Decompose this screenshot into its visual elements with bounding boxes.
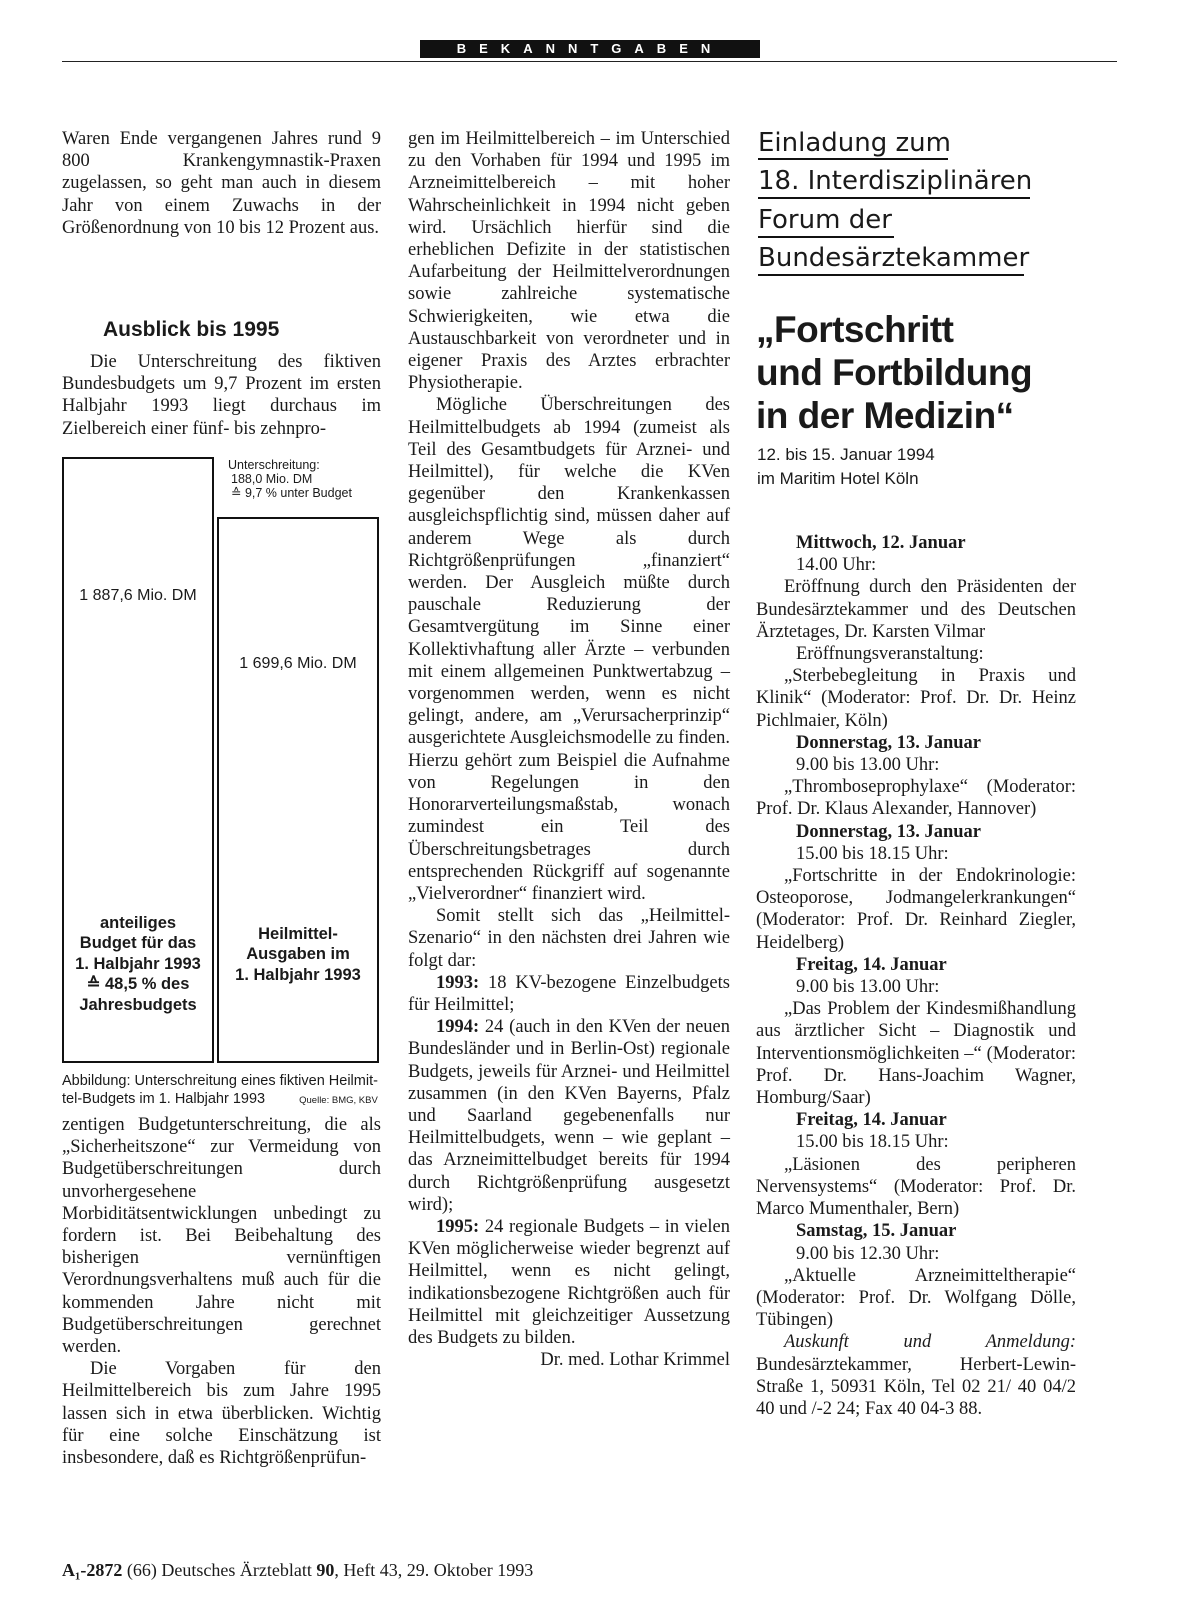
contact-label: Auskunft und Anmeldung: (784, 1332, 1076, 1353)
issue-prefix: (66) Deutsches Ärzteblatt (122, 1560, 317, 1580)
budget-chart (60, 455, 385, 1065)
bar-budget-caption-line: anteiliges (99, 913, 177, 932)
program-text: „Aktuelle Arzneimitteltherapie“ (Moderator: Prof. Dr. Wolfgang Dölle, Tübingen) (756, 1265, 1076, 1331)
scenario-1994 (408, 1016, 730, 1216)
col1-para-before-chart-text: Die Unterschreitung des fiktiven Bundesbudgets um 9,7 Prozent im ersten Halbjahr 1993 liegt durchaus im Zielbereich einer fünf- bis zehnpro- (62, 352, 381, 439)
chart-caption (62, 1072, 387, 1110)
program-day: Freitag, 14. Januar (796, 954, 947, 975)
subheading: Ausblick bis 1995 (103, 318, 280, 341)
scenario-text: 24 regionale Budgets – in vielen KVen möglicherweise wieder begrenzt auf Heilmittel, wenn es nicht gelingt, indikationsbezogene Richtgrößen auch für Heilmittel mit gleichzeitiger Aussetzung des Budgets zu bilden. (408, 1216, 730, 1348)
chart-caption-line: Abbildung: Unterschreitung eines fiktiven Heilmit- (62, 1073, 378, 1089)
chart-annotation-line: Unterschreitung: (228, 458, 320, 472)
author: Dr. med. Lothar Krimmel (540, 1350, 730, 1371)
program-day: Donnerstag, 13. Januar (796, 732, 982, 753)
program-text: Eröffnung durch den Präsidenten der Bundesärztekammer und des Deutschen Ärztetages, Dr. Karsten Vilmar (756, 577, 1076, 642)
program-item (756, 643, 1076, 732)
col1-para-after-chart-text: zentigen Budgetunterschreitung, die als „Sicherheitszone“ zur Vermeidung von Budgetüberschreitungen durch unvorhergesehene Morbiditätsentwicklungen unbedingt zu fordern ist. Bei Beibehaltung des bisherigen vernünftigen Verordnungsverhaltens muß auch für die kommenden Jahre nicht mit Budgetüberschreitungen gerechnet werden. (62, 1115, 381, 1358)
col1-top-paragraph (62, 128, 381, 239)
headline-line: in der Medizin“ (756, 395, 1014, 436)
volume-number: 90 (316, 1560, 335, 1580)
year-label: 1994: (436, 1017, 480, 1038)
scenario-text: 24 (auch in den KVen der neuen Bundesländer und in Berlin-Ost) regionale Budgets, jeweils für Arznei- und Heilmittel zusammen (in den KVen Bayerns, Pfalz und Saarland gegebenenfalls nur Heilmittelbudgets, wenn – wie geplant – das Arzneimittelbudget bereits für 1994 durch Richtgrößenprüfung ausgesetzt wird); (408, 1017, 730, 1215)
col1-para-before-chart (62, 351, 381, 440)
invitation-line: 18. Interdisziplinären (758, 166, 1033, 196)
bar-budget-caption-line: Jahresbudgets (79, 995, 197, 1014)
bar-budget-caption (64, 913, 212, 1016)
program-time: 9.00 bis 13.00 Uhr: (796, 977, 940, 998)
header-rule (62, 61, 1117, 62)
year-label: 1993: (436, 972, 480, 993)
program-time: 14.00 Uhr: (796, 555, 877, 576)
event-date-line: 12. bis 15. Januar 1994 (757, 445, 935, 464)
invitation-rule (758, 274, 1024, 276)
program-day: Donnerstag, 13. Januar (796, 821, 982, 842)
event-headline (756, 308, 1086, 437)
program-time: Eröffnungsveranstaltung: (796, 644, 984, 665)
scenario-1995 (408, 1216, 730, 1349)
invitation-rule (758, 197, 1030, 199)
col1-top-text: Waren Ende vergangenen Jahres rund 9 800 Krankengymnastik-Praxen zugelassen, so geht man auch in diesem Jahr von einem Zuwachs in der Größenordnung von 10 bis 12 Prozent aus. (62, 129, 381, 238)
year-label: 1995: (436, 1216, 480, 1237)
bar-expenditure-caption-line: Heilmittel- (258, 924, 338, 943)
program-time: 15.00 bis 18.15 Uhr: (796, 1132, 949, 1153)
invitation-rule (758, 158, 948, 160)
program-day: Samstag, 15. Januar (796, 1221, 957, 1242)
headline-line: und Fortbildung (756, 352, 1033, 393)
program-text: „Fortschritte in der Endokrinologie: Osteoporose, Jodmangelerkrankungen“ (Moderator: Prof. Dr. Reinhard Ziegler, Heidelberg) (756, 866, 1076, 953)
program-day: Freitag, 14. Januar (796, 1110, 947, 1131)
issue-suffix: , Heft 43, 29. Oktober 1993 (334, 1560, 534, 1580)
program-item (756, 732, 1076, 821)
bar-expenditure-caption-line: 1. Halbjahr 1993 (235, 965, 361, 984)
program-item (756, 532, 1076, 643)
chart-annotation-line: 188,0 Mio. DM (231, 472, 313, 486)
program-time: 9.00 bis 12.30 Uhr: (796, 1243, 940, 1264)
invitation-rule (758, 236, 894, 238)
section-tag: BEKANNTGABEN (420, 40, 760, 58)
invitation-line: Bundesärztekammer (758, 243, 1030, 273)
bar-expenditure-caption-line: Ausgaben im (246, 945, 350, 963)
bar-expenditure-value-label: 1 699,6 Mio. DM (239, 655, 357, 672)
invitation-line: Forum der (758, 205, 892, 235)
bar-budget-caption-line: Budget für das (79, 934, 197, 952)
program-item (756, 1109, 1076, 1220)
col1-last-paragraph: Die Vorgaben für den Heilmittelbereich bis zum Jahre 1995 lassen sich in etwa überblicken. Wichtig für eine solche Einschätzung ist insbesondere, daß es Richtgrößenprüfun- (62, 1359, 381, 1469)
col1-para-after-chart (62, 1114, 381, 1469)
program-item (756, 1220, 1076, 1331)
page-reference: A₁-2872 (62, 1560, 123, 1580)
program-text: „Das Problem der Kindesmißhandlung aus ärztlicher Sicht – Diagnostik und Interventionsmöglichkeiten –“ (Moderator: Prof. Dr. Hans-Joachim Wagner, Homburg/Saar) (756, 999, 1076, 1109)
program-time: 15.00 bis 18.15 Uhr: (796, 843, 949, 864)
bar-budget-caption-line: 1. Halbjahr 1993 (75, 954, 201, 973)
program-text: „Läsionen des peripheren Nervensystems“ (Moderator: Prof. Dr. Marco Mumenthaler, Bern) (756, 1154, 1076, 1220)
chart-caption-line: tel-Budgets im 1. Halbjahr 1993 (62, 1091, 266, 1107)
page-footer (62, 1560, 533, 1581)
program-text: „Sterbebegleitung in Praxis und Klinik“ (Moderator: Prof. Dr. Dr. Heinz Pichlmaier, Köln) (756, 666, 1076, 731)
event-program (756, 532, 1076, 1420)
bar-budget-caption-line: ≙ 48,5 % des (86, 975, 190, 993)
bar-expenditure-caption (219, 924, 377, 986)
contact-text: Bundesärztekammer, Herbert-Lewin-Straße 1, 50931 Köln, Tel 02 21/ 40 04/2 40 und /-2 24; Fax 40 04-3 88. (756, 1354, 1076, 1419)
contact-info (756, 1331, 1076, 1420)
col2-paragraph: gen im Heilmittelbereich – im Unterschied zu den Vorhaben für 1994 und 1995 im Arzneimittelbereich – mit hoher Wahrscheinlichkeit in 1994 nicht geben wird. Ursächlich hierfür sind die erheblichen Defizite in der statistischen Aufarbeitung der Heilmittelverordnungen sowie zahlreiche systematische Schwierigkeiten, wie etwa die Austauschbarkeit von verordneter und in eigener Praxis des Arztes erbrachter Physiotherapie. (408, 129, 730, 394)
scenario-text: 18 KV-bezogene Einzelbudgets für Heilmittel; (408, 972, 730, 1015)
headline-line: „Fortschritt (756, 309, 954, 350)
col2-paragraph: Mögliche Überschreitungen des Heilmittelbudgets ab 1994 (zumeist als Teil des Gesamtbudgets für Arznei- und Heilmittel), für welche die KVen gegenüber den Krankenkassen ausgleichspflichtig sind, müssen daher auf anderem Wege als durch Richtgrößenprüfungen „finanziert“ werden. Der Ausgleich müßte durch pauschale Reduzierung der Gesamtvergütung im Sinne einer Kollektivhaftung aller Ärzte – verbunden mit einem allgemeinen Punktwertabzug – vorgenommen werden, wenn es nicht gelingt, andere, am „Verursacherprinzip“ ausgerichtete Ausgleichsmodelle zu finden. Hierzu gehört zum Beispiel die Aufnahme von Regelungen in den Honorarverteilungsmaßstab, wonach zumindest ein Teil des Überschreitungsbetrages durch entsprechenden Rückgriff auf sogenannte „Vielverordner“ finanziert wird. (408, 395, 730, 904)
chart-annotation-line: ≙ 9,7 % unter Budget (231, 486, 352, 500)
bar-budget-value-label: 1 887,6 Mio. DM (79, 587, 197, 604)
program-day: Mittwoch, 12. Januar (796, 533, 966, 553)
program-text: „Thromboseprophylaxe“ (Moderator: Prof. Dr. Klaus Alexander, Hannover) (756, 777, 1076, 820)
chart-source: Quelle: BMG, KBV (299, 1095, 378, 1106)
chart-bar-expenditure (217, 517, 379, 1063)
scenario-1993 (408, 972, 730, 1016)
event-dates (757, 443, 935, 491)
program-item (756, 954, 1076, 1109)
program-item (756, 821, 1076, 954)
col2-text (408, 128, 730, 1371)
chart-bar-budget (62, 457, 214, 1063)
chart-annotation (228, 458, 388, 500)
event-venue-line: im Maritim Hotel Köln (757, 469, 919, 488)
program-time: 9.00 bis 13.00 Uhr: (796, 755, 940, 776)
invitation-line: Einladung zum (758, 128, 951, 158)
col2-paragraph: Somit stellt sich das „Heilmittel-Szenario“ in den nächsten drei Jahren wie folgt dar: (408, 906, 730, 971)
